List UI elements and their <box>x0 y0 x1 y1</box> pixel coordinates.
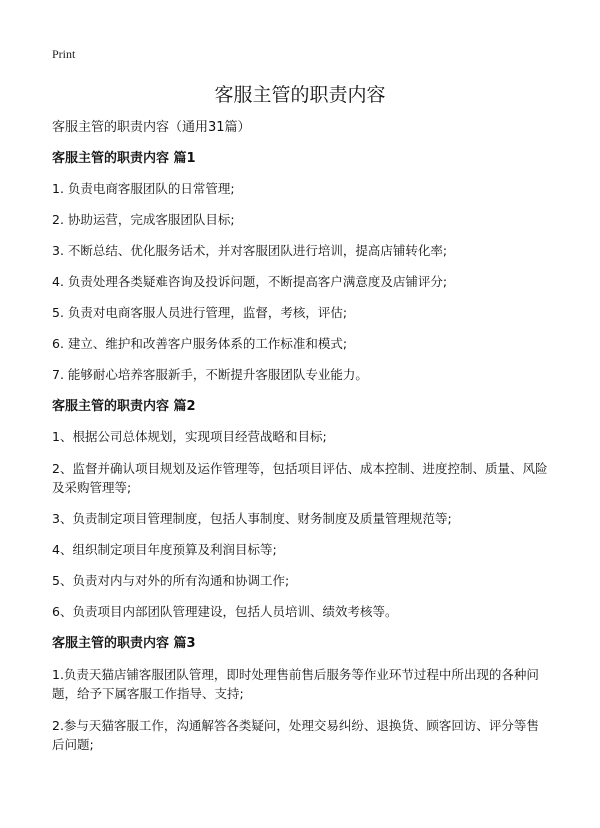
list-item: 6. 建立、维护和改善客户服务体系的工作标准和模式; <box>52 336 348 351</box>
list-item: 4、组织制定项目年度预算及利润目标等; <box>52 542 277 557</box>
section-1 <box>52 149 548 384</box>
print-label[interactable]: Print <box>52 47 76 61</box>
list-item: 5. 负责对电商客服人员进行管理，监督，考核，评估; <box>52 305 348 320</box>
list-item: 1. 负责电商客服团队的日常管理; <box>52 181 235 196</box>
list-item: 4. 负责处理各类疑难咨询及投诉问题，不断提高客户满意度及店铺评分; <box>52 274 448 289</box>
section-heading: 客服主管的职责内容 篇2 <box>52 399 196 414</box>
list-item: 2.参与天猫客服工作，沟通解答各类疑问，处理交易纠纷、退换货、顾客回访、评分等售后问题; <box>52 718 539 752</box>
list-item: 1、根据公司总体规划，实现项目经营战略和目标; <box>52 429 327 444</box>
list-item: 2、监督并确认项目规划及运作管理等，包括项目评估、成本控制、进度控制、质量、风险及采购管理等; <box>52 461 548 495</box>
document-body <box>52 118 548 767</box>
list-item: 6、负责项目内部团队管理建设，包括人员培训、绩效考核等。 <box>52 604 398 619</box>
section-heading: 客服主管的职责内容 篇1 <box>52 151 196 166</box>
section-heading: 客服主管的职责内容 篇3 <box>52 636 196 651</box>
list-item: 3. 不断总结、优化服务话术，并对客服团队进行培训，提高店铺转化率; <box>52 243 448 258</box>
document-subtitle: 客服主管的职责内容（通用31篇） <box>52 120 251 135</box>
list-item: 5、负责对内与对外的所有沟通和协调工作; <box>52 573 290 588</box>
section-2 <box>52 397 548 621</box>
list-item: 3、负责制定项目管理制度，包括人事制度、财务制度及质量管理规范等; <box>52 511 452 526</box>
page-title: 客服主管的职责内容 <box>214 84 386 106</box>
list-item: 2. 协助运营，完成客服团队目标; <box>52 212 235 227</box>
list-item: 7. 能够耐心培养客服新手，不断提升客服团队专业能力。 <box>52 367 368 382</box>
section-3 <box>52 634 548 754</box>
list-item: 1.负责天猫店铺客服团队管理，即时处理售前售后服务等作业环节过程中所出现的各种问题，给予下属客服工作指导、支持; <box>52 667 539 701</box>
